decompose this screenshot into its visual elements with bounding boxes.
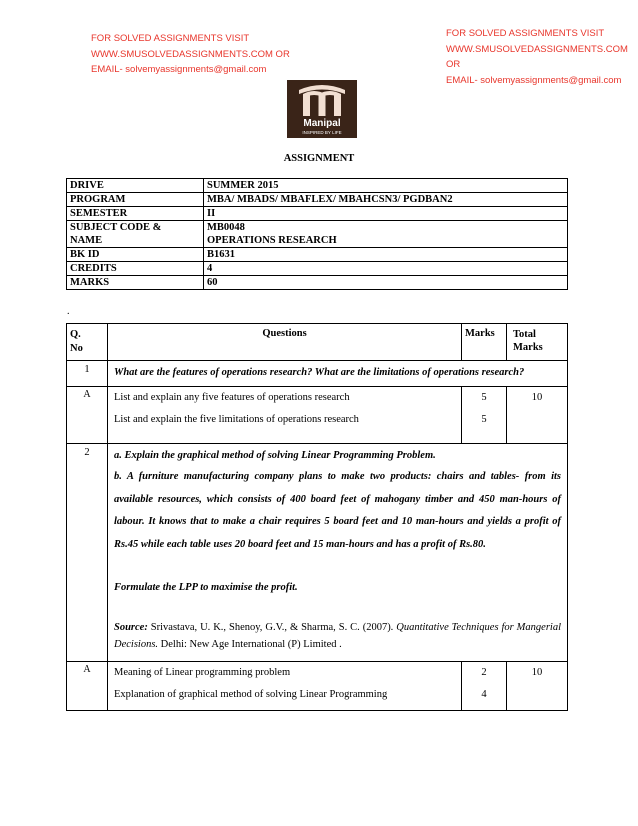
assignment-info-table: [66, 178, 568, 290]
q1-question: What are the features of operations research? What are the limitations of operations research?: [114, 367, 525, 378]
q2-question-cell: [108, 444, 568, 662]
q2-source-label: Source:: [114, 622, 148, 633]
q1-question-cell: [108, 361, 568, 387]
q2-part-b: b. A furniture manufacturing company plans to make two products: chairs and tables- from its available resources, which consists of 400 board feet of mahogany timber and 450 man-hours of labour. It knows that to make a chair requires 5 board feet and 10 man-hours and yields a profit of Rs.45 while each table uses 20 board feet and 15 man-hours and has a profit of Rs.80.: [114, 471, 561, 550]
q2-number: 2: [67, 444, 108, 662]
q1-answer-cell: [108, 387, 462, 444]
q1-mark-1: 5: [481, 392, 487, 403]
q2-answer-label: A: [67, 662, 108, 711]
q1-total: [507, 387, 568, 444]
q1-answer-1: List and explain any five features of operations research: [114, 392, 350, 403]
promo-left-line-2: WWW.SMUSOLVEDASSIGNMENTS.COM OR: [91, 48, 290, 60]
promo-left-line-1: FOR SOLVED ASSIGNMENTS VISIT: [91, 33, 250, 44]
promo-right-line-3: OR: [446, 59, 461, 70]
info-key-cell: [67, 221, 204, 248]
questions-header-row: [67, 324, 568, 361]
info-row-drive: [67, 179, 568, 193]
info-value: II: [204, 207, 568, 221]
info-value-2: OPERATIONS RESEARCH: [207, 235, 337, 246]
q2-answer-row: [67, 662, 568, 711]
manipal-logo: [287, 80, 357, 138]
q2-answer-cell: [108, 662, 462, 711]
q1-total-value: 10: [531, 392, 543, 403]
promo-right: [446, 26, 628, 88]
q2-source-text: Srivastava, U. K., Shenoy, G.V., & Sharma, S. C. (2007).: [150, 622, 394, 633]
promo-right-line-4: EMAIL- solvemyassignments@gmail.com: [446, 74, 622, 86]
assignment-title: ASSIGNMENT: [283, 153, 355, 164]
info-row-marks: [67, 276, 568, 290]
info-row-program: [67, 193, 568, 207]
promo-right-line-2: WWW.SMUSOLVEDASSIGNMENTS.COM: [446, 43, 628, 55]
info-row-subject: [67, 221, 568, 248]
q1-marks-cell: [462, 387, 507, 444]
info-key: SUBJECT CODE &: [70, 222, 162, 233]
q1-mark-2: 5: [481, 414, 487, 425]
info-value: MBA/ MBADS/ MBAFLEX/ MBAHCSN3/ PGDBAN2: [204, 193, 568, 207]
info-key-2: NAME: [70, 235, 103, 246]
q1-number: 1: [67, 361, 108, 387]
header-total: [507, 324, 568, 361]
info-key: SEMESTER: [67, 207, 204, 221]
q2-formulate: Formulate the LPP to maximise the profit.: [114, 582, 298, 593]
info-row-bkid: [67, 248, 568, 262]
info-value: 4: [204, 262, 568, 276]
questions-table: [66, 323, 568, 711]
info-value-cell: [204, 221, 568, 248]
q2-part-a: a. Explain the graphical method of solving Linear Programming Problem.: [114, 450, 436, 461]
header-qno-2: No: [70, 343, 83, 354]
info-value: MB0048: [207, 222, 245, 233]
header-questions: Questions: [108, 324, 462, 361]
q2-total: [507, 662, 568, 711]
q2-mark-1: 2: [481, 667, 487, 678]
info-row-semester: [67, 207, 568, 221]
logo-tagline: INSPIRED BY LIFE: [302, 130, 342, 135]
info-value: 60: [204, 276, 568, 290]
q2-answer-1: Meaning of Linear programming problem: [114, 667, 291, 678]
info-value: SUMMER 2015: [204, 179, 568, 193]
q2-mark-2: 4: [481, 689, 487, 700]
q2-source-book: Quantitative Techniques for Mangerial Decisions.: [114, 622, 561, 650]
header-total-2: Marks: [513, 342, 543, 353]
q1-answer-row: [67, 387, 568, 444]
info-value: B1631: [204, 248, 568, 262]
q2-total-value: 10: [531, 667, 543, 678]
header-marks: Marks: [462, 324, 507, 361]
promo-left-line-3: EMAIL- solvemyassignments@gmail.com: [91, 64, 267, 75]
stray-dot: .: [67, 306, 70, 317]
q1-answer-2: List and explain the five limitations of operations research: [114, 414, 359, 425]
q2-source-pub: Delhi: New Age International (P) Limited .: [160, 639, 342, 650]
info-row-credits: [67, 262, 568, 276]
header-total-1: Total: [513, 329, 536, 340]
info-key: CREDITS: [67, 262, 204, 276]
q2-source: [114, 619, 561, 653]
header-qno-1: Q.: [70, 329, 81, 340]
q1-answer-label: A: [67, 387, 108, 444]
q1-question-row: [67, 361, 568, 387]
info-key: DRIVE: [67, 179, 204, 193]
header-qno: [67, 324, 108, 361]
q2-answer-2: Explanation of graphical method of solving Linear Programming: [114, 689, 388, 700]
info-key: BK ID: [67, 248, 204, 262]
info-key: MARKS: [67, 276, 204, 290]
logo-brand: Manipal: [303, 118, 341, 129]
promo-left: [91, 31, 290, 78]
q2-marks-cell: [462, 662, 507, 711]
info-key: PROGRAM: [67, 193, 204, 207]
promo-right-line-1: FOR SOLVED ASSIGNMENTS VISIT: [446, 28, 605, 39]
q2-question-row: [67, 444, 568, 662]
